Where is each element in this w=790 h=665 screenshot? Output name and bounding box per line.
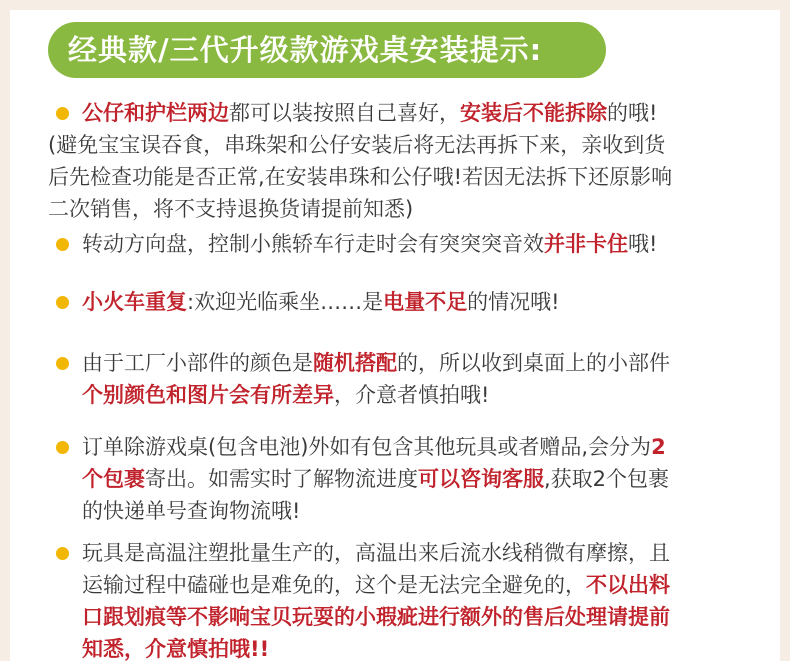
note-line xyxy=(82,228,748,260)
note-line xyxy=(82,347,748,379)
note-text: 转动方向盘，控制小熊轿车行走时会有突突突音效 xyxy=(82,232,544,256)
note-text: 的，所以收到桌面上的小部件 xyxy=(397,351,670,375)
page-title: 经典款/三代升级款游戏桌安装提示: xyxy=(48,22,606,78)
bullet-icon xyxy=(56,441,69,454)
note-item xyxy=(48,228,748,260)
bullet-icon xyxy=(56,547,69,560)
note-line xyxy=(82,569,748,601)
note-text: 寄出。如需实时了解物流进度 xyxy=(145,467,418,491)
note-line: 后先检查功能是否正常,在安装串珠和公仔哦!若因无法拆下还原影响 xyxy=(48,165,673,189)
note-line: 知悉，介意慎拍哦!! xyxy=(82,637,270,661)
note-text: 的哦! xyxy=(607,101,658,125)
note-line: 的快递单号查询物流哦! xyxy=(82,499,301,523)
note-text: 的情况哦! xyxy=(467,290,560,314)
note-text: :欢迎光临乘坐……是 xyxy=(187,290,384,314)
emphasis-text: 2 xyxy=(651,435,666,459)
emphasis-text: 不以出料 xyxy=(586,573,670,597)
emphasis-text: 小火车重复 xyxy=(82,290,187,314)
emphasis-text: 并非卡住 xyxy=(544,232,628,256)
bullet-icon xyxy=(56,296,69,309)
note-text: ，介意者慎拍哦! xyxy=(334,383,490,407)
note-text: 运输过程中磕碰也是难免的，这个是无法完全避免的， xyxy=(82,573,586,597)
note-line: 玩具是高温注塑批量生产的，高温出来后流水线稍微有摩擦，且 xyxy=(82,541,670,565)
note-item xyxy=(48,97,748,225)
left-border xyxy=(0,0,10,661)
note-line xyxy=(82,379,748,411)
bullet-icon xyxy=(56,238,69,251)
emphasis-text: 个包裹 xyxy=(82,467,145,491)
note-line xyxy=(82,431,748,463)
note-line: 口跟划痕等不影响宝贝玩耍的小瑕疵进行额外的售后处理请提前 xyxy=(82,605,670,629)
note-item xyxy=(48,537,748,665)
top-border xyxy=(0,0,790,10)
right-border xyxy=(780,0,790,661)
note-line: (避免宝宝误吞食，串珠架和公仔安装后将无法再拆下来，亲收到货 xyxy=(48,133,666,157)
note-line xyxy=(82,286,748,318)
note-text: 由于工厂小部件的颜色是 xyxy=(82,351,313,375)
note-item xyxy=(48,347,748,411)
note-item xyxy=(48,431,748,527)
note-text: ,获取2个包裹 xyxy=(544,467,670,491)
note-text: 哦! xyxy=(628,232,658,256)
note-line xyxy=(82,97,748,129)
emphasis-text: 可以咨询客服 xyxy=(418,467,544,491)
note-item xyxy=(48,286,748,318)
emphasis-text: 公仔和护栏两边 xyxy=(82,101,229,125)
note-line xyxy=(82,463,748,495)
note-text: 都可以装按照自己喜好， xyxy=(229,101,460,125)
bullet-icon xyxy=(56,357,69,370)
emphasis-text: 个别颜色和图片会有所差异 xyxy=(82,383,334,407)
note-line: 二次销售，将不支持退换货请提前知悉) xyxy=(48,197,414,221)
bullet-icon xyxy=(56,107,69,120)
emphasis-text: 随机搭配 xyxy=(313,351,397,375)
note-text: 订单除游戏桌(包含电池)外如有包含其他玩具或者赠品,会分为 xyxy=(82,435,652,459)
emphasis-text: 电量不足 xyxy=(383,290,468,314)
emphasis-text: 安装后不能拆除 xyxy=(460,101,607,125)
